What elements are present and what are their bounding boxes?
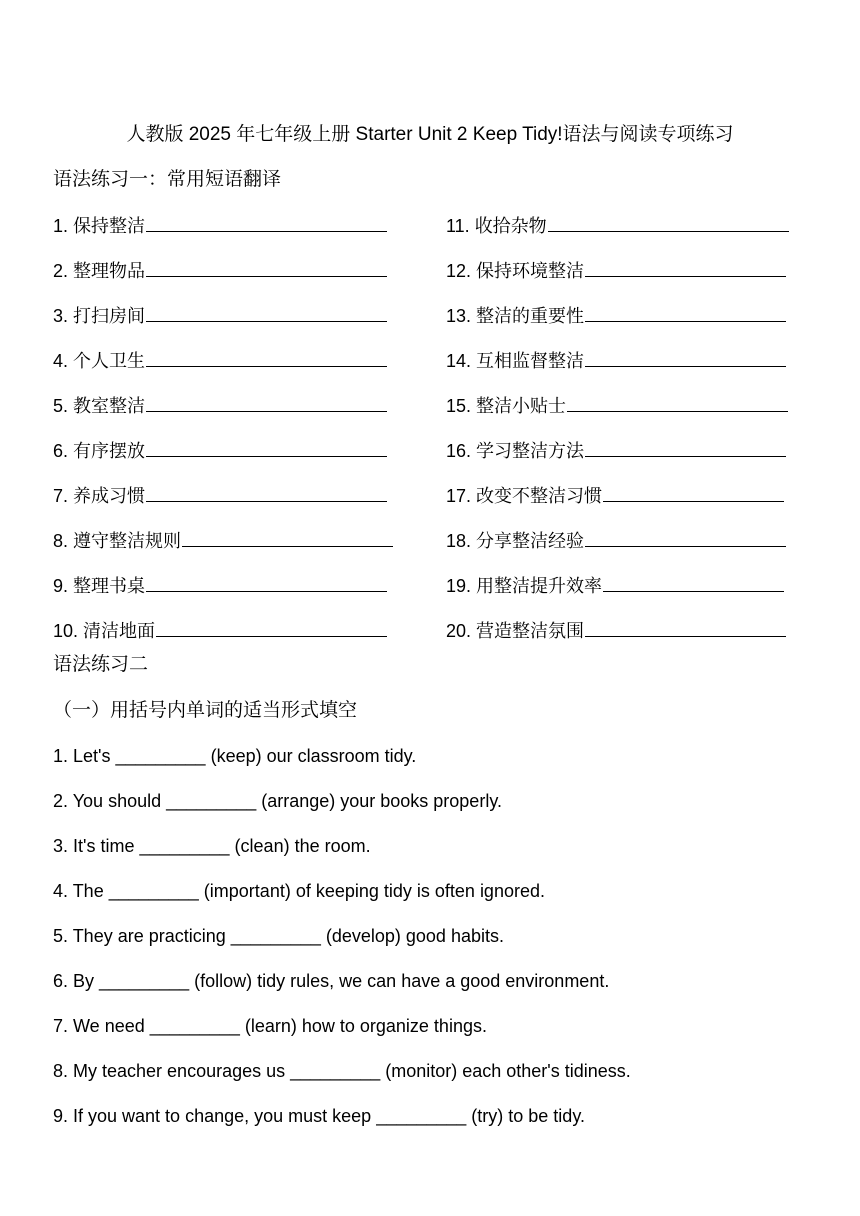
phrase-item [53, 526, 393, 555]
phrase-item [53, 616, 387, 645]
answer-blank[interactable] [585, 436, 786, 457]
fill-in-sentence: 2. You should _________ (arrange) your books properly. [53, 791, 502, 811]
answer-blank[interactable] [585, 526, 786, 547]
phrase-label: 5. 教室整洁 [53, 396, 146, 416]
answer-blank[interactable] [567, 391, 788, 412]
phrase-label: 9. 整理书桌 [53, 576, 146, 596]
phrase-item [446, 256, 786, 285]
phrase-label: 11. 收拾杂物 [446, 216, 547, 236]
phrase-label: 18. 分享整洁经验 [446, 531, 585, 551]
document-title: 人教版 2025 年七年级上册 Starter Unit 2 Keep Tidy!语法与阅读专项练习 [126, 124, 734, 145]
phrase-item [53, 436, 387, 465]
phrase-label: 4. 个人卫生 [53, 351, 146, 371]
section-heading-grammar-2: 语法练习二 [53, 654, 149, 675]
phrase-item [446, 526, 786, 555]
fill-in-sentence: 6. By _________ (follow) tidy rules, we can have a good environment. [53, 971, 610, 991]
phrase-item [446, 616, 786, 645]
phrase-label: 19. 用整洁提升效率 [446, 576, 603, 596]
phrase-item [53, 481, 387, 510]
answer-blank[interactable] [146, 346, 387, 367]
phrase-item [53, 346, 387, 375]
phrase-label: 2. 整理物品 [53, 261, 146, 281]
answer-blank[interactable] [585, 346, 786, 367]
phrase-label: 13. 整洁的重要性 [446, 306, 585, 326]
answer-blank[interactable] [146, 391, 387, 412]
phrase-item [53, 211, 387, 240]
fill-in-sentence: 5. They are practicing _________ (develop) good habits. [53, 926, 504, 946]
fill-in-sentence: 8. My teacher encourages us _________ (monitor) each other's tidiness. [53, 1061, 631, 1081]
phrase-item [53, 571, 387, 600]
answer-blank[interactable] [146, 436, 387, 457]
phrase-item [446, 301, 786, 330]
fill-in-sentence: 7. We need _________ (learn) how to organize things. [53, 1016, 487, 1036]
phrase-label: 16. 学习整洁方法 [446, 441, 585, 461]
phrase-label: 10. 清洁地面 [53, 621, 156, 641]
answer-blank[interactable] [585, 616, 786, 637]
answer-blank[interactable] [156, 616, 387, 637]
section-heading-phrase-translation: 语法练习一：常用短语翻译 [53, 169, 282, 190]
answer-blank[interactable] [603, 481, 784, 502]
phrase-label: 17. 改变不整洁习惯 [446, 486, 603, 506]
answer-blank[interactable] [182, 526, 393, 547]
section-subheading-fill-in: （一）用括号内单词的适当形式填空 [53, 700, 358, 721]
phrase-label: 7. 养成习惯 [53, 486, 146, 506]
phrase-item [446, 211, 789, 240]
answer-blank[interactable] [603, 571, 784, 592]
answer-blank[interactable] [146, 301, 387, 322]
answer-blank[interactable] [146, 481, 387, 502]
phrase-item [446, 436, 786, 465]
answer-blank[interactable] [548, 211, 789, 232]
phrase-item [53, 256, 387, 285]
phrase-label: 12. 保持环境整洁 [446, 261, 585, 281]
fill-in-sentence: 3. It's time _________ (clean) the room. [53, 836, 371, 856]
fill-in-sentence: 4. The _________ (important) of keeping tidy is often ignored. [53, 881, 545, 901]
answer-blank[interactable] [146, 211, 387, 232]
phrase-item [446, 346, 786, 375]
phrase-label: 3. 打扫房间 [53, 306, 146, 326]
phrase-label: 6. 有序摆放 [53, 441, 146, 461]
phrase-label: 15. 整洁小贴士 [446, 396, 567, 416]
phrase-label: 20. 营造整洁氛围 [446, 621, 585, 641]
phrase-label: 1. 保持整洁 [53, 216, 146, 236]
phrase-item [446, 481, 784, 510]
answer-blank[interactable] [146, 571, 387, 592]
answer-blank[interactable] [146, 256, 387, 277]
fill-in-sentence: 1. Let's _________ (keep) our classroom tidy. [53, 746, 417, 766]
phrase-label: 14. 互相监督整洁 [446, 351, 585, 371]
phrase-item [446, 571, 784, 600]
answer-blank[interactable] [585, 301, 786, 322]
phrase-label: 8. 遵守整洁规则 [53, 531, 182, 551]
phrase-item [53, 301, 387, 330]
answer-blank[interactable] [585, 256, 786, 277]
fill-in-sentence: 9. If you want to change, you must keep _________ (try) to be tidy. [53, 1106, 585, 1126]
phrase-item [53, 391, 387, 420]
phrase-item [446, 391, 788, 420]
